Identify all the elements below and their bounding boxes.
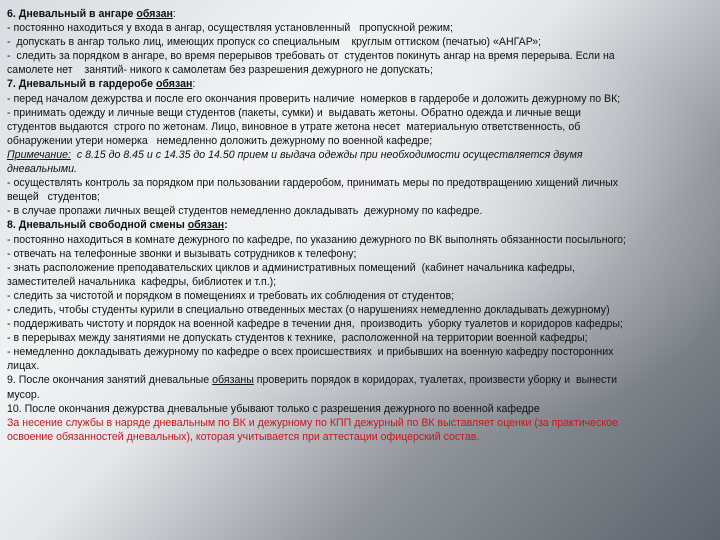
text-run: : xyxy=(172,8,176,20)
text-line xyxy=(7,247,713,261)
text-line xyxy=(7,7,713,21)
text-line xyxy=(7,92,713,106)
slide-text-body xyxy=(7,7,713,444)
text-run: - отвечать на телефонные звонки и вызывать сотрудников к телефону; xyxy=(7,247,357,260)
text-line xyxy=(7,416,713,430)
text-run: освоение обязанностей дневальных), которая учитывается при аттестации офицерский состав. xyxy=(7,430,480,443)
text-run: - следить за порядком в ангаре, во время перерывов требовать от студентов покинуть ангар на время перерыва. Если на xyxy=(7,50,615,63)
text-run: - принимать одежду и личные вещи студентов (пакеты, сумки) и выдавать жетоны. Обратно одежда и личные вещи xyxy=(7,106,581,119)
text-run: обязаны xyxy=(212,374,254,387)
text-run: заместителей начальника кафедры, библиотек и т.п.); xyxy=(7,275,277,288)
text-run: мусор. xyxy=(7,388,40,401)
text-run: - постоянно находиться у входа в ангар, осуществляя установленный пропускной режим; xyxy=(7,22,453,35)
text-run: - перед началом дежурства и после его окончания проверить наличие номерков в гардеробе и доложить дежурному по ВК; xyxy=(7,92,621,105)
text-run: - следить за чистотой и порядком в помещениях и требовать их соблюдения от студентов; xyxy=(7,289,455,302)
text-line xyxy=(7,190,713,204)
text-line xyxy=(7,331,713,345)
text-run: вещей студентов; xyxy=(7,191,100,204)
text-line xyxy=(7,21,713,35)
text-line xyxy=(7,373,713,387)
text-line xyxy=(7,49,713,63)
text-run: - постоянно находиться в комнате дежурного по кафедре, по указанию дежурного по ВК выполнять обязанности посыльного; xyxy=(7,233,626,246)
text-run: самолете нет занятий- никого к самолетам без разрешения дежурного не допускать; xyxy=(7,64,433,77)
text-run: - немедленно докладывать дежурному по кафедре о всех происшествиях и прибывших на военную кафедру посторонних xyxy=(7,346,614,359)
text-run: 8. Дневальный свободной смены xyxy=(7,219,188,232)
text-run: обязан xyxy=(187,219,225,232)
text-line xyxy=(7,359,713,373)
text-line xyxy=(7,303,713,317)
text-line xyxy=(7,233,713,247)
text-line xyxy=(7,317,713,331)
text-line xyxy=(7,204,713,218)
text-run: - знать расположение преподавательских циклов и административных помещений (кабинет начальника кафедры, xyxy=(7,261,575,274)
text-run: 6. Дневальный в ангаре xyxy=(7,8,137,20)
text-line xyxy=(7,176,713,190)
text-run: 10. После окончания дежурства дневальные убывают только с разрешения дежурного по военной кафедре xyxy=(7,402,540,415)
text-line xyxy=(7,261,713,275)
text-run: лицах. xyxy=(7,360,40,373)
text-run: - допускать в ангар только лиц, имеющих пропуск со специальным круглым оттиском (печатью) «АНГАР»; xyxy=(7,36,542,49)
text-run: проверить порядок в коридорах, туалетах, произвести уборку и вынести xyxy=(253,374,618,387)
text-line xyxy=(7,120,713,134)
text-line xyxy=(7,275,713,289)
text-run: За несение службы в наряде дневальным по ВК и дежурному по КПП дежурный по ВК выставляет оценки (за практическое xyxy=(7,416,618,429)
text-run: обязан xyxy=(136,8,173,20)
text-line xyxy=(7,388,713,402)
text-run: - осуществлять контроль за порядком при пользовании гардеробом, принимать меры по предотвращению хищений личных xyxy=(7,177,619,190)
text-run: Примечание: xyxy=(7,148,71,161)
text-run: - в случае пропажи личных вещей студентов немедленно докладывать дежурному по кафедре. xyxy=(7,205,483,218)
text-run: дневальными. xyxy=(7,163,77,176)
text-run: 9. После окончания занятий дневальные xyxy=(7,374,213,387)
text-run: : xyxy=(192,78,196,91)
text-line xyxy=(7,148,713,162)
text-run: с 8.15 до 8.45 и с 14.35 до 14.50 прием и выдача одежды при необходимости осуществляется двумя xyxy=(70,148,583,161)
text-line xyxy=(7,63,713,77)
text-line xyxy=(7,162,713,176)
text-line xyxy=(7,134,713,148)
text-run: : xyxy=(224,219,228,232)
text-run: студентов выдаются строго по жетонам. Лицо, виновное в утрате жетона несет материальную ответственность, об xyxy=(7,120,581,133)
text-line xyxy=(7,106,713,120)
text-line xyxy=(7,35,713,49)
text-run: обнаружении утери номерка немедленно доложить дежурному по военной кафедре; xyxy=(7,134,433,147)
text-run: обязан xyxy=(155,78,193,91)
text-run: - поддерживать чистоту и порядок на военной кафедре в течении дня, производить уборку туалетов и коридоров кафедры; xyxy=(7,318,623,331)
text-line xyxy=(7,289,713,303)
text-run: - в перерывах между занятиями не допускать студентов к технике, расположенной на территории военной кафедры; xyxy=(7,332,588,345)
text-run: 7. Дневальный в гардеробе xyxy=(7,78,156,91)
text-line xyxy=(7,345,713,359)
text-line xyxy=(7,77,713,91)
text-line xyxy=(7,430,713,444)
text-run: - следить, чтобы студенты курили в специально отведенных местах (о нарушениях немедленно докладывать дежурному) xyxy=(7,303,610,316)
text-line xyxy=(7,218,713,232)
text-line xyxy=(7,402,713,416)
